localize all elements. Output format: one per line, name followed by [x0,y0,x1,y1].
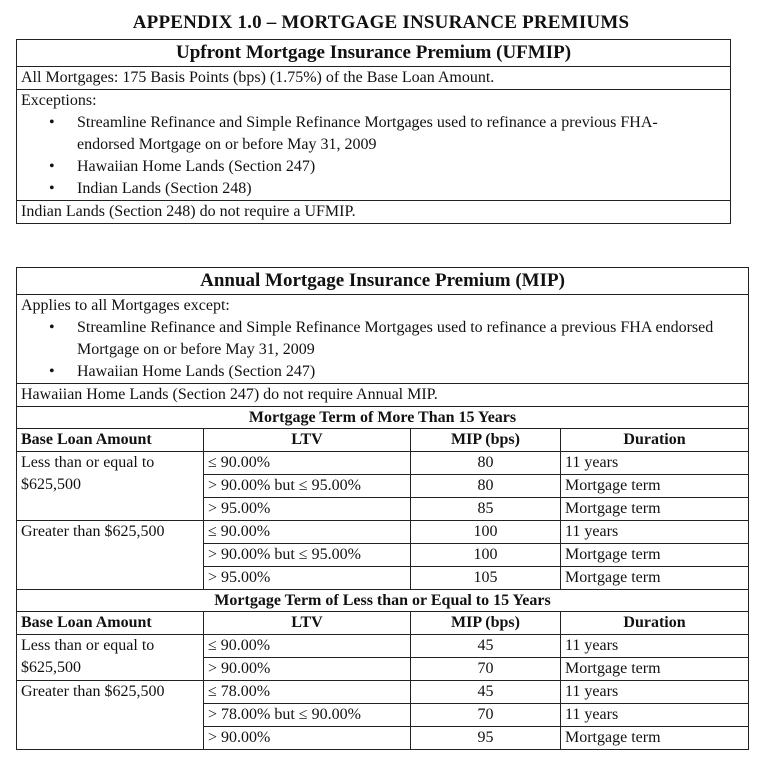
amount-cell: Less than or equal to $625,500 [17,452,204,521]
ltv-cell: > 90.00% [204,658,411,681]
amount-cell: Greater than $625,500 [17,681,204,750]
ufmip-note: Indian Lands (Section 248) do not require a UFMIP. [17,201,731,224]
list-item: • Hawaiian Home Lands (Section 247) [77,361,744,383]
ltv-cell: ≤ 90.00% [204,635,411,658]
mip-table [16,267,749,750]
list-item: • Indian Lands (Section 248) [77,178,726,200]
column-header-duration: Duration [561,612,749,635]
mip-cell: 80 [411,452,561,475]
duration-cell: 11 years [561,704,749,727]
section-heading-over-15: Mortgage Term of More Than 15 Years [17,407,749,429]
ufmip-table [16,39,731,224]
mip-cell: 100 [411,521,561,544]
ufmip-exceptions-label: Exceptions: [21,92,97,109]
mip-exceptions-cell [17,295,749,384]
column-header-duration: Duration [561,429,749,452]
column-header-amount: Base Loan Amount [17,612,204,635]
duration-cell: Mortgage term [561,567,749,590]
mip-header: Annual Mortgage Insurance Premium (MIP) [17,268,749,295]
duration-cell: Mortgage term [561,658,749,681]
column-header-mip: MIP (bps) [411,429,561,452]
duration-cell: 11 years [561,681,749,704]
duration-cell: Mortgage term [561,544,749,567]
column-header-mip: MIP (bps) [411,612,561,635]
duration-cell: Mortgage term [561,498,749,521]
duration-cell: 11 years [561,452,749,475]
table-row [17,452,749,475]
table-row [17,635,749,658]
ufmip-all-mortgages: All Mortgages: 175 Basis Points (bps) (1.75%) of the Base Loan Amount. [17,67,731,90]
mip-cell: 85 [411,498,561,521]
column-header-ltv: LTV [204,429,411,452]
duration-cell: Mortgage term [561,727,749,750]
ltv-cell: ≤ 90.00% [204,452,411,475]
ltv-cell: > 78.00% but ≤ 90.00% [204,704,411,727]
ltv-cell: ≤ 78.00% [204,681,411,704]
amount-cell: Greater than $625,500 [17,521,204,590]
ufmip-header: Upfront Mortgage Insurance Premium (UFMIP) [17,40,731,67]
table-row [17,681,749,704]
table-row [17,521,749,544]
page-title: APPENDIX 1.0 – MORTGAGE INSURANCE PREMIUMS [132,12,630,33]
ltv-cell: ≤ 90.00% [204,521,411,544]
ltv-cell: > 90.00% but ≤ 95.00% [204,544,411,567]
duration-cell: 11 years [561,635,749,658]
section-heading-under-15: Mortgage Term of Less than or Equal to 15 Years [17,590,749,612]
mip-cell: 95 [411,727,561,750]
list-item: • Hawaiian Home Lands (Section 247) [77,156,726,178]
mip-cell: 105 [411,567,561,590]
mip-cell: 80 [411,475,561,498]
duration-cell: Mortgage term [561,475,749,498]
ltv-cell: > 95.00% [204,498,411,521]
ltv-cell: > 95.00% [204,567,411,590]
column-header-amount: Base Loan Amount [17,429,204,452]
ufmip-exceptions-list [21,112,726,200]
duration-cell: 11 years [561,521,749,544]
mip-exceptions-list [21,317,744,383]
amount-cell: Less than or equal to $625,500 [17,635,204,681]
mip-cell: 70 [411,704,561,727]
mip-cell: 45 [411,681,561,704]
ufmip-exceptions-cell [17,90,731,201]
list-item: • Streamline Refinance and Simple Refinance Mortgages used to refinance a previous FHA-endorsed Mortgage on or before May 31, 2009 [77,112,726,156]
mip-applies-label: Applies to all Mortgages except: [21,297,230,314]
mip-cell: 45 [411,635,561,658]
column-header-ltv: LTV [204,612,411,635]
mip-cell: 100 [411,544,561,567]
mip-note: Hawaiian Home Lands (Section 247) do not require Annual MIP. [17,384,749,407]
ltv-cell: > 90.00% but ≤ 95.00% [204,475,411,498]
ltv-cell: > 90.00% [204,727,411,750]
list-item: • Streamline Refinance and Simple Refinance Mortgages used to refinance a previous FHA endorsed Mortgage on or before May 31, 2009 [77,317,744,361]
mip-cell: 70 [411,658,561,681]
